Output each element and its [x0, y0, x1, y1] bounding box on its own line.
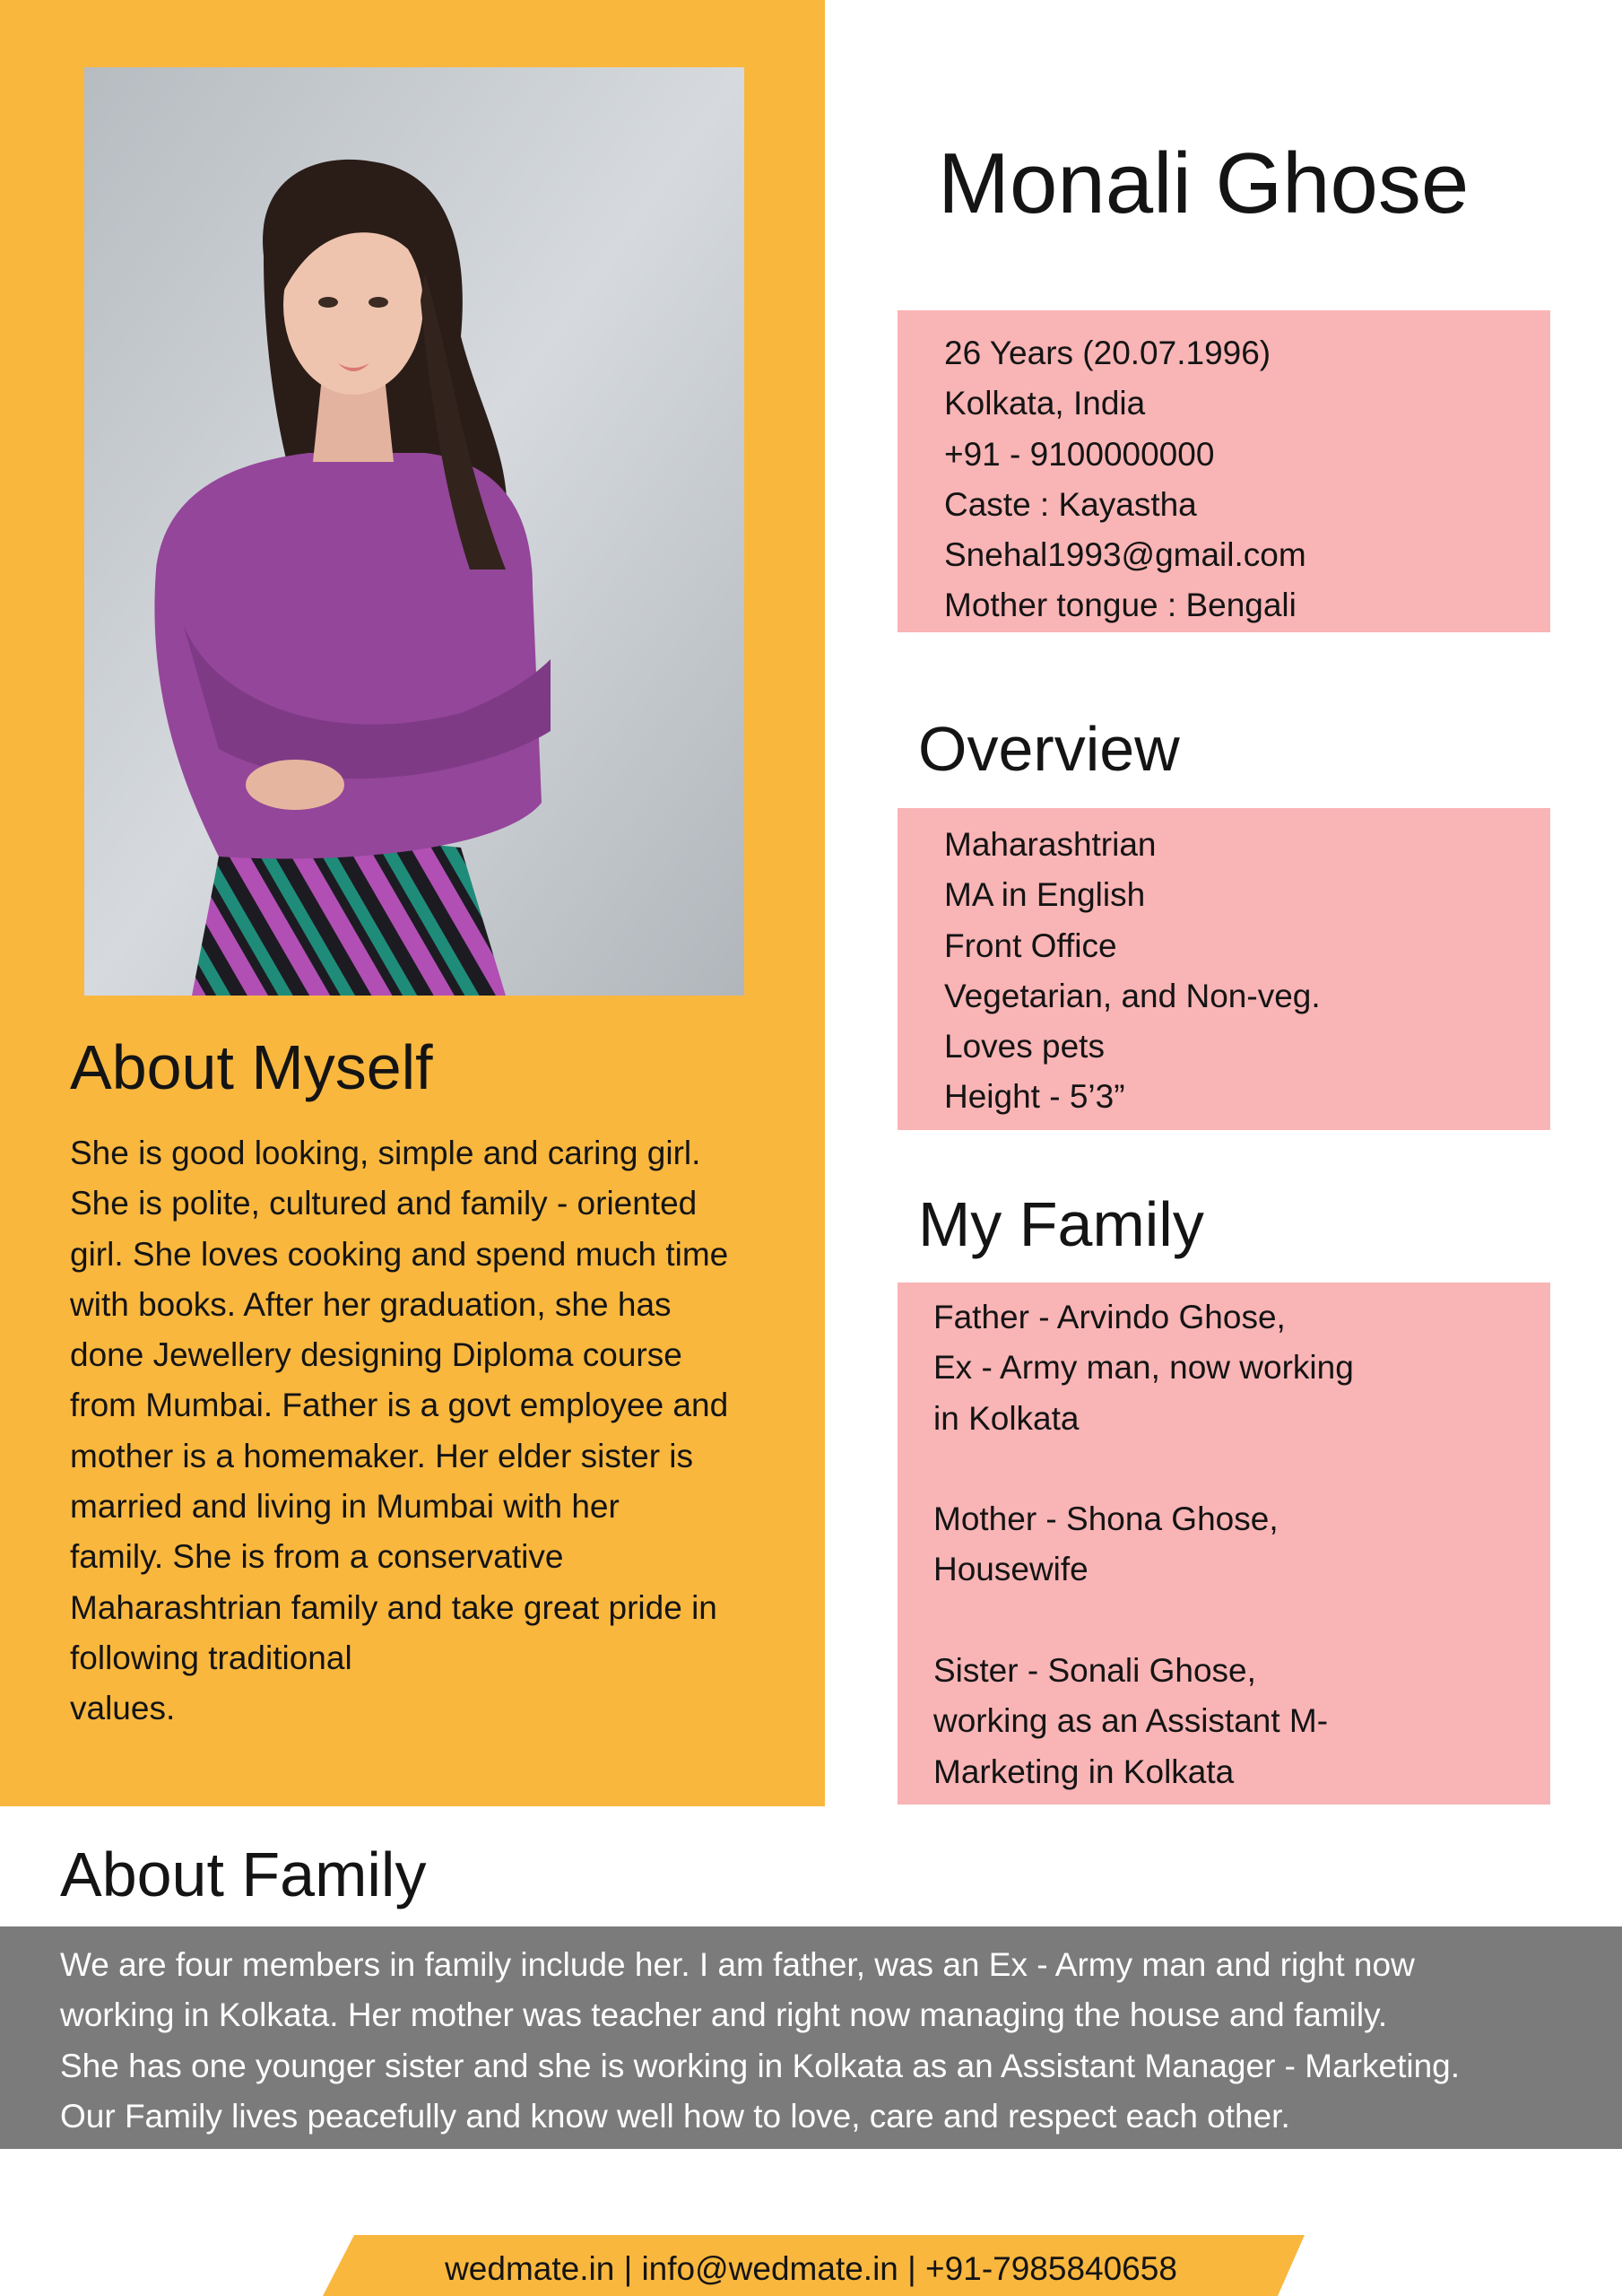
overview-item: Maharashtrian: [944, 826, 1157, 863]
about-myself-text: [70, 1128, 805, 1735]
overview-title: Overview: [918, 714, 1180, 784]
about-myself-line: mother is a homemaker. Her elder sister is: [70, 1437, 694, 1474]
info-email: Snehal1993@gmail.com: [944, 536, 1306, 574]
footer: [0, 2235, 1622, 2296]
info-caste: Caste : Kayastha: [944, 485, 1197, 523]
overview-item: Height - 5’3”: [944, 1078, 1125, 1116]
footer-contact: wedmate.in | info@wedmate.in | +91-7985840658: [445, 2250, 1177, 2287]
profile-photo: [84, 67, 744, 996]
about-myself-line: Maharashtrian family and take great pride in: [70, 1588, 717, 1626]
about-family-title: About Family: [60, 1839, 427, 1909]
overview-item: Loves pets: [944, 1028, 1105, 1065]
about-myself-line: She is good looking, simple and caring girl.: [70, 1135, 701, 1171]
about-myself-line: values.: [70, 1690, 176, 1727]
family-father-line: Ex - Army man, now working: [933, 1349, 1354, 1387]
about-myself-title: About Myself: [70, 1032, 433, 1102]
about-family-line: We are four members in family include her. I am father, was an Ex - Army man and right now: [60, 1946, 1415, 1983]
family-spacer: [933, 1596, 1550, 1646]
left-panel: [0, 0, 825, 1806]
about-family-line: Our Family lives peacefully and know well how to love, care and respect each other.: [60, 2097, 1290, 2135]
my-family-title: My Family: [918, 1189, 1204, 1259]
overview-item: Vegetarian, and Non-veg.: [944, 977, 1321, 1014]
portrait-illustration: [84, 67, 744, 996]
profile-name: Monali Ghose: [938, 135, 1470, 231]
about-myself-line: from Mumbai. Father is a govt employee and: [70, 1387, 729, 1424]
family-father-line: Father - Arvindo Ghose,: [933, 1299, 1286, 1335]
about-myself-line: She is polite, cultured and family - oriented: [70, 1185, 698, 1222]
info-location: Kolkata, India: [944, 385, 1146, 422]
overview-box: [898, 808, 1550, 1130]
info-mother-tongue: Mother tongue : Bengali: [944, 587, 1297, 624]
family-mother-line: Mother - Shona Ghose,: [933, 1500, 1279, 1538]
my-family-box: [898, 1283, 1550, 1805]
about-myself-line: following traditional: [70, 1639, 352, 1676]
about-family-line: She has one younger sister and she is working in Kolkata as an Assistant Manager - Marketing.: [60, 2047, 1461, 2084]
about-myself-line: family. She is from a conservative: [70, 1538, 564, 1576]
family-father-line: in Kolkata: [933, 1399, 1080, 1437]
family-sister-line: Marketing in Kolkata: [933, 1752, 1235, 1790]
overview-item: Front Office: [944, 926, 1117, 964]
about-family-line: working in Kolkata. Her mother was teacher and right now managing the house and family.: [60, 1996, 1388, 2034]
info-phone: +91 - 9100000000: [944, 435, 1215, 473]
about-myself-line: girl. She loves cooking and spend much time: [70, 1235, 729, 1273]
personal-info-box: [898, 310, 1550, 632]
about-myself-line: done Jewellery designing Diploma course: [70, 1336, 682, 1374]
about-myself-line: married and living in Mumbai with her: [70, 1488, 620, 1526]
family-mother-line: Housewife: [933, 1551, 1089, 1588]
info-age: 26 Years (20.07.1996): [944, 335, 1271, 371]
about-family-text: [0, 1926, 1622, 2149]
family-spacer: [933, 1444, 1550, 1494]
family-sister-line: Sister - Sonali Ghose,: [933, 1652, 1256, 1690]
family-sister-line: working as an Assistant M-: [933, 1702, 1329, 1740]
about-myself-line: with books. After her graduation, she has: [70, 1285, 672, 1323]
overview-item: MA in English: [944, 876, 1146, 914]
